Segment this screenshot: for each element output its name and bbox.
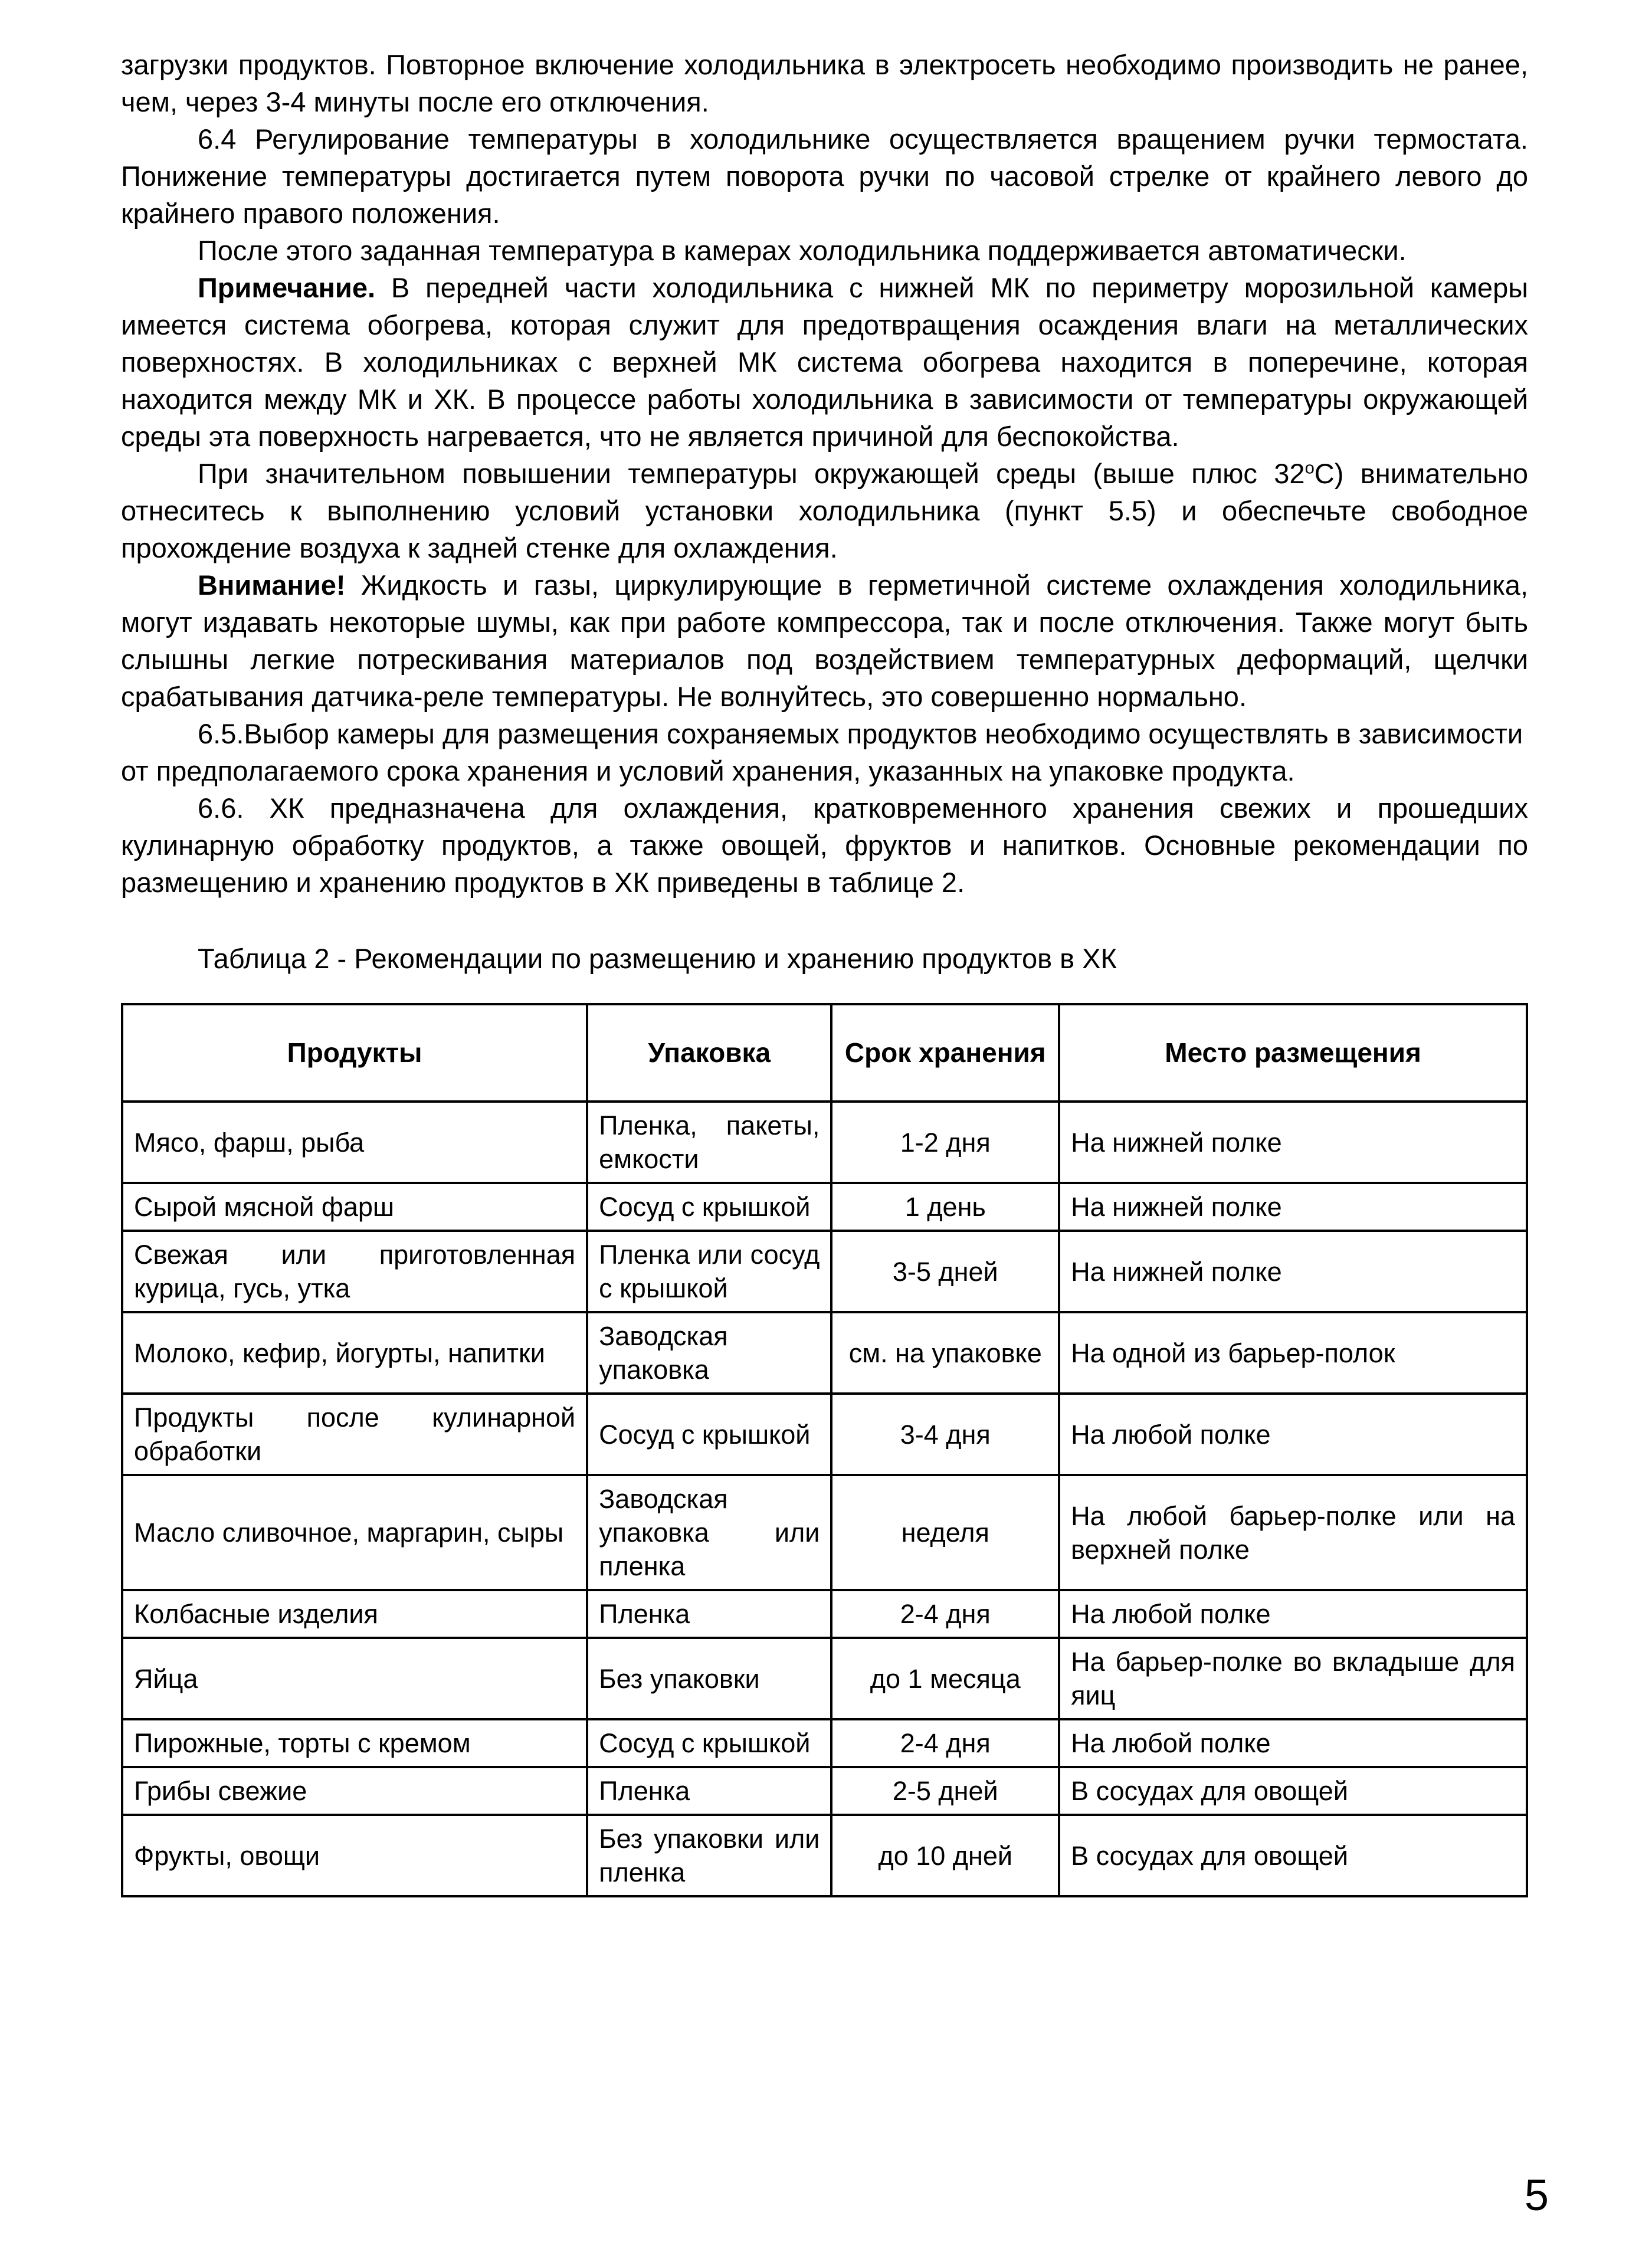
paragraph xyxy=(121,269,1528,455)
table-cell: Молоко, кефир, йогурты, напитки xyxy=(122,1312,587,1394)
table-cell: На любой барьер-полке или на верхней полке xyxy=(1059,1475,1527,1590)
table-cell: Фрукты, овощи xyxy=(122,1815,587,1896)
table-cell: Без упаковки xyxy=(587,1638,831,1719)
table-row xyxy=(122,1475,1527,1590)
table-cell: до 1 месяца xyxy=(831,1638,1059,1719)
table-cell: 3-4 дня xyxy=(831,1394,1059,1475)
paragraph xyxy=(121,715,1528,789)
table-cell: Пирожные, торты с кремом xyxy=(122,1719,587,1767)
table-row xyxy=(122,1590,1527,1638)
table-cell: Сосуд с крышкой xyxy=(587,1719,831,1767)
paragraph-text: Жидкость и газы, циркулирующие в герметичной системе охлаждения холодильника, могут издавать некоторые шумы, как при работе компрессора, так и после отключения. Также могут быть слышны легкие потрескивания материалов под воздействием температурных деформаций, щелчки срабатывания датчика-реле температуры. Не волнуйтесь, это совершенно нормально. xyxy=(121,569,1528,712)
storage-recommendations-table xyxy=(121,1003,1528,1897)
table-cell: Сосуд с крышкой xyxy=(587,1394,831,1475)
table-cell: Пленка xyxy=(587,1767,831,1815)
bold-lead-text: Примечание. xyxy=(198,272,376,303)
paragraph-text: 6.5.Выбор камеры для размещения сохраняемых продуктов необходимо осуществлять в зависимости от предполагаемого срока хранения и условий хранения, указанных на упаковке продукта. xyxy=(121,718,1523,786)
table-cell: Яйца xyxy=(122,1638,587,1719)
table-row xyxy=(122,1394,1527,1475)
column-header: Продукты xyxy=(122,1004,587,1102)
table-cell: На нижней полке xyxy=(1059,1183,1527,1231)
table-row xyxy=(122,1638,1527,1719)
body-text xyxy=(121,46,1528,901)
table-cell: до 10 дней xyxy=(831,1815,1059,1896)
bold-lead-text: Внимание! xyxy=(198,569,346,601)
table-cell: На нижней полке xyxy=(1059,1231,1527,1312)
table-cell: На любой полке xyxy=(1059,1590,1527,1638)
table-cell: Сосуд с крышкой xyxy=(587,1183,831,1231)
column-header: Срок хранения xyxy=(831,1004,1059,1102)
table-cell: Без упаковки или пленка xyxy=(587,1815,831,1896)
table-caption: Таблица 2 - Рекомендации по размещению и хранению продуктов в ХК xyxy=(198,943,1117,974)
table-cell: На любой полке xyxy=(1059,1394,1527,1475)
paragraph xyxy=(121,46,1528,120)
table-cell: 1 день xyxy=(831,1183,1059,1231)
table-header-row xyxy=(122,1004,1527,1102)
paragraph xyxy=(121,120,1528,232)
table-cell: Сырой мясной фарш xyxy=(122,1183,587,1231)
table-cell: В сосудах для овощей xyxy=(1059,1815,1527,1896)
table-cell: Заводская упаковка или пленка xyxy=(587,1475,831,1590)
paragraph-text: При значительном повышении температуры окружающей среды (выше плюс 32 xyxy=(198,458,1305,489)
table-cell: Пленка, пакеты, емкости xyxy=(587,1102,831,1183)
table-cell: На нижней полке xyxy=(1059,1102,1527,1183)
column-header: Место размещения xyxy=(1059,1004,1527,1102)
paragraph-text: С) внимательно отнеситесь к выполнению условий установки холодильника (пункт 5.5) и обеспечьте свободное прохождение воздуха к задней стенке для охлаждения. xyxy=(121,458,1528,563)
table-cell: Мясо, фарш, рыба xyxy=(122,1102,587,1183)
paragraph-text: В передней части холодильника с нижней МК по периметру морозильной камеры имеется система обогрева, которая служит для предотвращения осаждения влаги на металлических поверхностях. В холодильниках с верхней МК система обогрева находится в поперечине, которая находится между МК и ХК. В процессе работы холодильника в зависимости от температуры окружающей среды эта поверхность нагревается, что не является причиной для беспокойства. xyxy=(121,272,1528,452)
table-row xyxy=(122,1102,1527,1183)
table-cell: Продукты после кулинарной обработки xyxy=(122,1394,587,1475)
table-cell: На любой полке xyxy=(1059,1719,1527,1767)
table-cell: В сосудах для овощей xyxy=(1059,1767,1527,1815)
table-row xyxy=(122,1767,1527,1815)
table-cell: см. на упаковке xyxy=(831,1312,1059,1394)
table-cell: Заводская упаковка xyxy=(587,1312,831,1394)
paragraph xyxy=(121,566,1528,715)
table-cell: 2-4 дня xyxy=(831,1590,1059,1638)
page-number: 5 xyxy=(1524,2171,1549,2220)
paragraph xyxy=(121,455,1528,566)
table-cell: Пленка или сосуд с крышкой xyxy=(587,1231,831,1312)
paragraph-text: загрузки продуктов. Повторное включение холодильника в электросеть необходимо производить не ранее, чем, через 3-4 минуты после его отключения. xyxy=(121,49,1528,117)
table-cell: 2-4 дня xyxy=(831,1719,1059,1767)
table-row xyxy=(122,1312,1527,1394)
table-cell: 1-2 дня xyxy=(831,1102,1059,1183)
table-cell: Колбасные изделия xyxy=(122,1590,587,1638)
table-cell: На одной из барьер-полок xyxy=(1059,1312,1527,1394)
table-cell: На барьер-полке во вкладыше для яиц xyxy=(1059,1638,1527,1719)
paragraph-text: 6.4 Регулирование температуры в холодильнике осуществляется вращением ручки термостата. Понижение температуры достигается путем поворота ручки по часовой стрелке от крайнего левого до крайнего правого положения. xyxy=(121,123,1528,229)
table-row xyxy=(122,1719,1527,1767)
paragraph-text: После этого заданная температура в камерах холодильника поддерживается автоматически. xyxy=(198,235,1407,266)
table-cell: неделя xyxy=(831,1475,1059,1590)
table-row xyxy=(122,1231,1527,1312)
superscript-text: о xyxy=(1304,458,1315,478)
table-row xyxy=(122,1815,1527,1896)
table-row xyxy=(122,1183,1527,1231)
paragraph xyxy=(121,789,1528,901)
table-cell: 3-5 дней xyxy=(831,1231,1059,1312)
table-cell: Грибы свежие xyxy=(122,1767,587,1815)
table-cell: 2-5 дней xyxy=(831,1767,1059,1815)
paragraph xyxy=(121,232,1528,269)
table-cell: Свежая или приготовленная курица, гусь, утка xyxy=(122,1231,587,1312)
table-cell: Пленка xyxy=(587,1590,831,1638)
column-header: Упаковка xyxy=(587,1004,831,1102)
table-cell: Масло сливочное, маргарин, сыры xyxy=(122,1475,587,1590)
paragraph-text: 6.6. ХК предназначена для охлаждения, кратковременного хранения свежих и прошедших кулинарную обработку продуктов, а также овощей, фруктов и напитков. Основные рекомендации по размещению и хранению продуктов в ХК приведены в таблице 2. xyxy=(121,792,1528,898)
